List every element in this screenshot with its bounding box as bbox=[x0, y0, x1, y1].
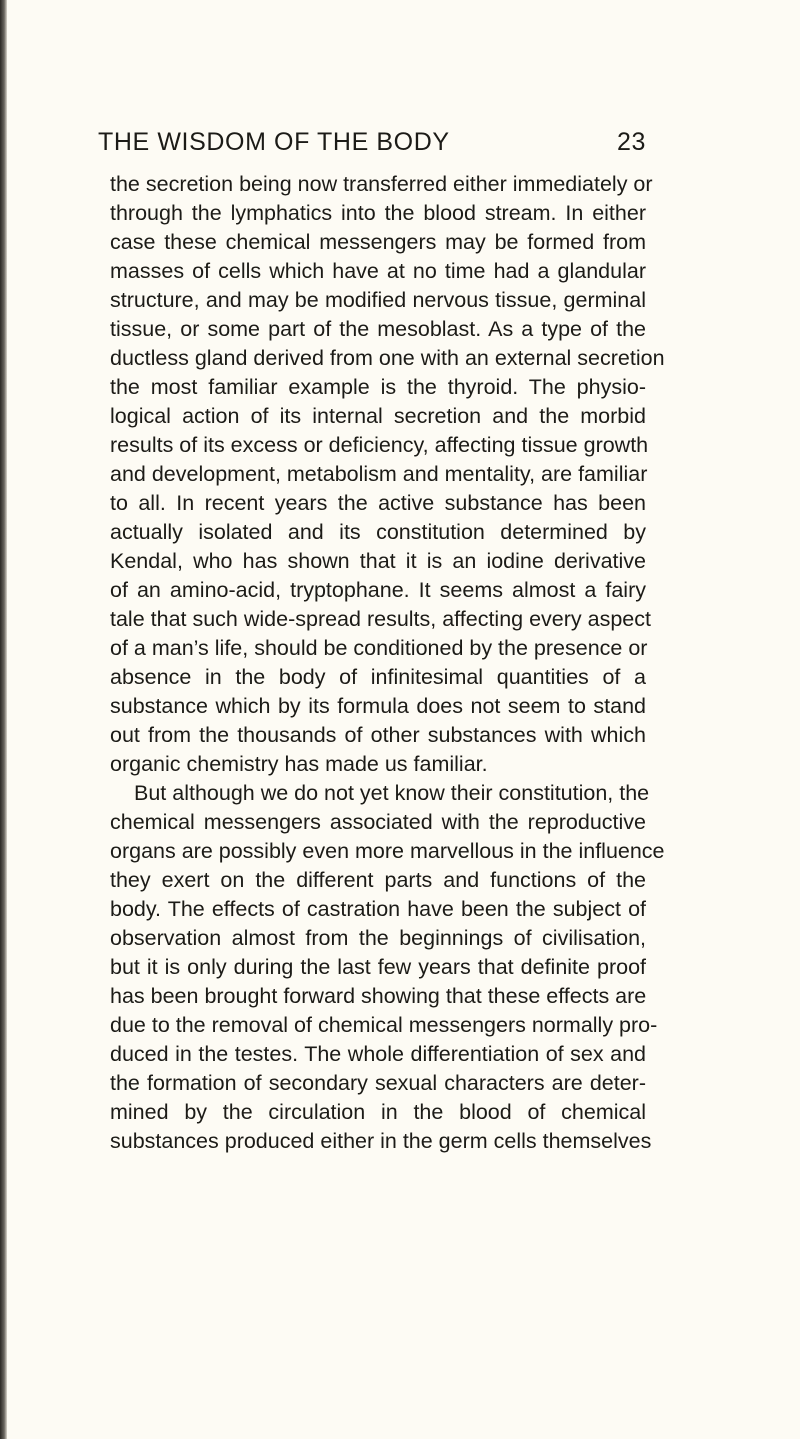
text-line: mined by the circulation in the blood of chemical bbox=[110, 1100, 646, 1124]
text-line: But although we do not yet know their constitution, the bbox=[134, 781, 650, 805]
text-line: to all. In recent years the active substance has been bbox=[110, 491, 646, 515]
text-line: of an amino-acid, tryptophane. It seems almost a fairy bbox=[110, 578, 646, 602]
text-line: case these chemical messengers may be formed from bbox=[110, 230, 646, 254]
text-line: organic chemistry has made us familiar. bbox=[110, 752, 488, 776]
text-line: tissue, or some part of the mesoblast. As a type of the bbox=[110, 317, 646, 341]
text-line: results of its excess or deficiency, affecting tissue growth bbox=[110, 433, 649, 457]
text-line: masses of cells which have at no time had a glandular bbox=[110, 259, 646, 283]
text-line: body. The effects of castration have been the subject of bbox=[110, 897, 646, 921]
text-line: through the lymphatics into the blood stream. In either bbox=[110, 201, 646, 225]
text-line: actually isolated and its constitution determined by bbox=[110, 520, 646, 544]
text-line: the secretion being now transferred either immediately or bbox=[110, 172, 653, 196]
text-line: Kendal, who has shown that it is an iodine derivative bbox=[110, 549, 646, 573]
text-line: observation almost from the beginnings of civilisation, bbox=[110, 926, 646, 950]
body-text bbox=[110, 170, 665, 1156]
text-line: ductless gland derived from one with an external secretion bbox=[110, 346, 665, 370]
text-line: organs are possibly even more marvellous in the influence bbox=[110, 839, 665, 863]
page-number: 23 bbox=[616, 128, 646, 156]
text-line: substance which by its formula does not seem to stand bbox=[110, 694, 646, 718]
text-line: tale that such wide-spread results, affecting every aspect bbox=[110, 607, 651, 631]
text-line: but it is only during the last few years that definite proof bbox=[110, 955, 646, 979]
text-line: they exert on the different parts and functions of the bbox=[110, 868, 646, 892]
text-line: duced in the testes. The whole differentiation of sex and bbox=[110, 1042, 646, 1066]
running-head-title: THE WISDOM OF THE BODY bbox=[98, 128, 450, 156]
text-line: chemical messengers associated with the reproductive bbox=[110, 810, 646, 834]
text-line: the most familiar example is the thyroid. The physio- bbox=[110, 375, 646, 399]
running-head bbox=[98, 128, 646, 168]
text-line: logical action of its internal secretion and the morbid bbox=[110, 404, 646, 428]
text-line: out from the thousands of other substances with which bbox=[110, 723, 646, 747]
text-line: and development, metabolism and mentality, are familiar bbox=[110, 462, 648, 486]
paragraph bbox=[110, 170, 665, 779]
paragraph bbox=[110, 779, 665, 1156]
text-line: the formation of secondary sexual characters are deter- bbox=[110, 1071, 646, 1095]
text-line: substances produced either in the germ cells themselves bbox=[110, 1129, 652, 1153]
text-line: has been brought forward showing that these effects are bbox=[110, 984, 647, 1008]
text-line: structure, and may be modified nervous tissue, germinal bbox=[110, 288, 646, 312]
page-gutter-edge bbox=[0, 0, 7, 1439]
text-line: absence in the body of infinitesimal quantities of a bbox=[110, 665, 646, 689]
text-line: due to the removal of chemical messengers normally pro- bbox=[110, 1013, 658, 1037]
text-line: of a man’s life, should be conditioned by the presence or bbox=[110, 636, 648, 660]
